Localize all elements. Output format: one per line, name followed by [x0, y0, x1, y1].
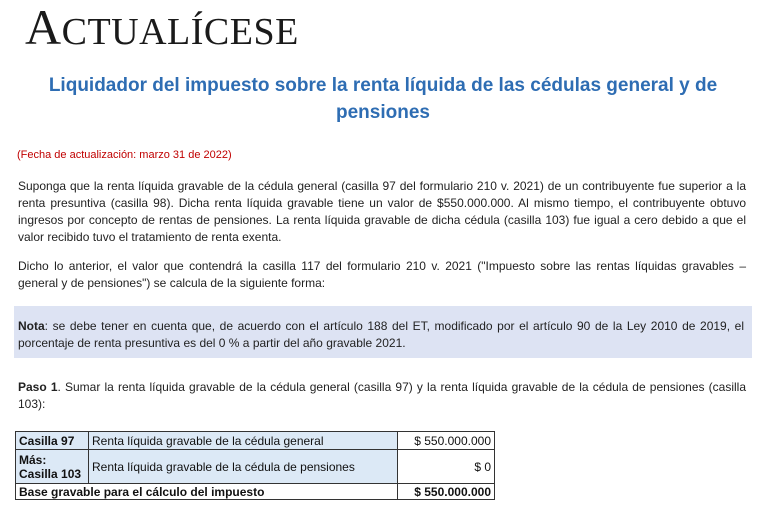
- box-cell: [16, 450, 89, 484]
- total-row: [16, 484, 495, 500]
- step-1-label: Paso 1: [18, 380, 58, 394]
- logo-text: ACTUALÍCESE: [25, 0, 299, 55]
- table-row: [16, 450, 495, 484]
- step-1-text: . Sumar la renta líquida gravable de la cédula general (casilla 97) y la renta líquida gravable de la cédula de pensiones (casilla 103):: [18, 380, 746, 411]
- update-date: (Fecha de actualización: marzo 31 de 2022): [17, 149, 232, 161]
- note-text: [18, 318, 744, 352]
- value-cell: $ 0: [398, 450, 495, 484]
- value-cell: $ 550.000.000: [398, 432, 495, 450]
- box-line-1: Más:: [19, 452, 47, 467]
- page-title: Liquidador del impuesto sobre la renta líquida de las cédulas general y de pensiones: [48, 75, 718, 123]
- note-body: : se debe tener en cuenta que, de acuerdo con el artículo 188 del ET, modificado por el artículo 90 de la Ley 2010 de 2019, el porcentaje de renta presuntiva es del 0 % a partir del año gravable 2021.: [18, 319, 744, 350]
- total-label: Base gravable para el cálculo del impuesto: [16, 484, 398, 500]
- step-1: [18, 379, 746, 413]
- intro-paragraph-2: Dicho lo anterior, el valor que contendrá la casilla 117 del formulario 210 v. 2021 ("Impuesto sobre las rentas líquidas gravables – general y de pensiones") se calcula de la siguiente forma:: [18, 259, 746, 290]
- calculation-table: [15, 431, 495, 500]
- intro-paragraph-1: Suponga que la renta líquida gravable de la cédula general (casilla 97 del formulario 210 v. 2021) de un contribuyente fue superior a la renta presuntiva (casilla 98). Dicha renta líquida gravable tiene un valor de $550.000.000. Al mismo tiempo, el contribuyente obtuvo ingresos por concepto de rentas de pensiones. La renta líquida gravable de dicha cédula (casilla 103) fue igual a cero debido a que el valor recibido tuvo el tratamiento de renta exenta.: [18, 179, 746, 244]
- note-box: [14, 306, 752, 358]
- box-line-2: Casilla 103: [19, 466, 82, 481]
- description-cell: Renta líquida gravable de la cédula general: [89, 432, 398, 450]
- box-cell: Casilla 97: [16, 432, 89, 450]
- total-value: $ 550.000.000: [398, 484, 495, 500]
- table-row: [16, 432, 495, 450]
- description-cell: Renta líquida gravable de la cédula de pensiones: [89, 450, 398, 484]
- actualicese-logo: [25, 2, 299, 57]
- note-label: Nota: [18, 319, 45, 333]
